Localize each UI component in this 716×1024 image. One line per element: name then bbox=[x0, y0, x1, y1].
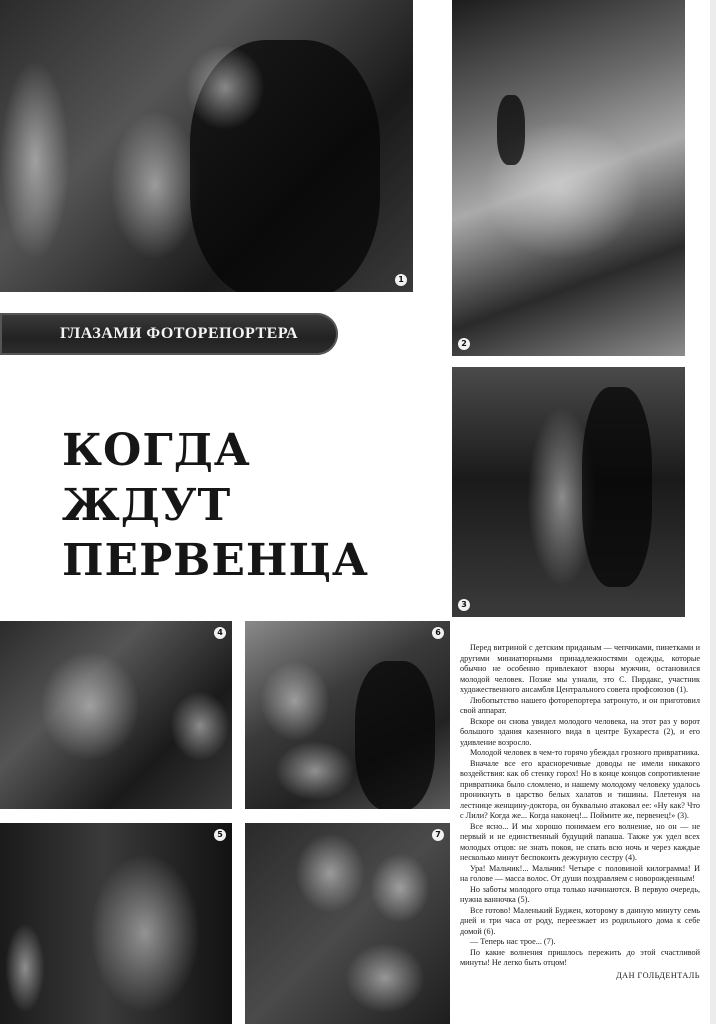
photo-number-2: 2 bbox=[458, 338, 470, 350]
article-paragraph: Перед витриной с детским приданым — чепчиками, пинетками и другими миниатюрными принадлежностями одежды, которые обычно не особенно привлекают взоры мужчин, остановился молодой человек. Позже мы узнали, это С. Пирдакс, участник художественного ансамбля Центрального совета профсоюзов (1). bbox=[460, 643, 700, 694]
photo-7-family bbox=[245, 823, 450, 1024]
photo-6-carrying-baby bbox=[245, 621, 450, 809]
photo-number-4: 4 bbox=[214, 627, 226, 639]
section-banner-label: ГЛАЗАМИ ФОТОРЕПОРТЕРА bbox=[60, 325, 299, 342]
headline-line-3: ПЕРВЕНЦА bbox=[62, 535, 369, 586]
headline-line-2: ЖДУТ bbox=[62, 480, 232, 531]
article-paragraph: Все готово! Маленький Буджен, которому в данную минуту семь дней и три часа от роду, переезжает из родильного дома к себе домой (6). bbox=[460, 905, 700, 936]
photo-number-5: 5 bbox=[214, 829, 226, 841]
photo-1-shop-window bbox=[0, 0, 413, 292]
article-paragraph: Все ясно... И мы хорошо понимаем его волнение, но он — не первый и не единственный будущий папаша. Также уж удел всех молодых отцов: не знать покоя, не спать всю ночь и через каждые несколько минут беспокоить дежурную сестру (4). bbox=[460, 821, 700, 862]
article-paragraph: — Теперь нас трое... (7). bbox=[470, 937, 556, 946]
article-paragraph: Вскоре он снова увидел молодого человека, на этот раз у ворот большого здания казенного вида в центре Бухареста (2), и его удивление возросло. bbox=[460, 716, 700, 747]
section-banner bbox=[0, 313, 338, 355]
photo-number-1: 1 bbox=[395, 274, 407, 286]
article-paragraph: Молодой человек в чем-то горячо убеждал грозного привратника. bbox=[470, 748, 700, 757]
photo-number-3: 3 bbox=[458, 599, 470, 611]
photo-5-baby-bath bbox=[0, 823, 232, 1024]
headline-line-1: КОГДА bbox=[62, 425, 251, 476]
article-body bbox=[460, 643, 700, 981]
photo-2-courtyard bbox=[452, 0, 685, 356]
photo-number-7: 7 bbox=[432, 829, 444, 841]
page-edge bbox=[710, 0, 716, 1024]
article-paragraph: Но заботы молодого отца только начинаются. В первую очередь, нужна ванночка (5). bbox=[460, 884, 700, 904]
author-signature: ДАН ГОЛЬДЕНТАЛЬ bbox=[616, 970, 700, 980]
article-paragraph: Вначале все его красноречивые доводы не имели никакого воздействия: как об стенку горох! Но в конце концов сопротивление привратника было сломлено, и нашему молодому человеку удалось проникнуть в царство белых халатов и тишины. Плетенуя на лестнице женщину-доктора, он буквально атаковал ее: «Ну как? Что с Лили? Когда же... Когда наконец!... Поймите же, первенец!» (3). bbox=[460, 758, 700, 820]
photo-3-staircase bbox=[452, 367, 685, 617]
article-paragraph: Любопытство нашего фоторепортера затронуто, и он приготовил свой аппарат. bbox=[460, 695, 700, 715]
photo-number-6: 6 bbox=[432, 627, 444, 639]
article-paragraph: Ура! Мальчик!... Мальчик! Четыре с половиной килограмма! И на голове — масса волос. От души поздравляем с новорожденным! bbox=[460, 863, 700, 883]
photo-4-phone-call bbox=[0, 621, 232, 809]
article-paragraph: По какие волнения пришлось пережить до этой счастливой минуты! Не легко быть отцом! bbox=[460, 947, 700, 967]
